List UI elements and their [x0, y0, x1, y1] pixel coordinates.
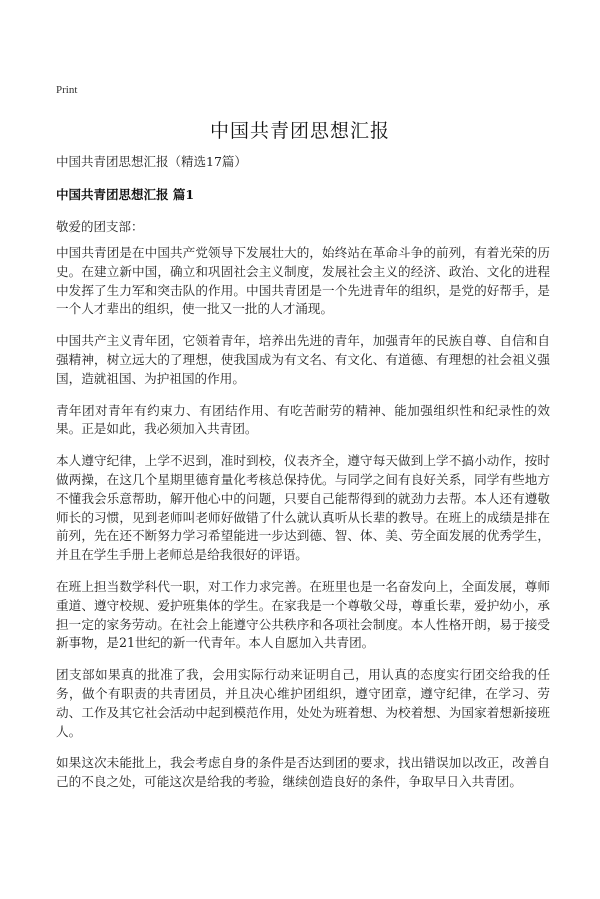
- paragraph-2: 中国共产主义青年团，它领着青年，培养出先进的青年，加强青年的民族自尊、自信和自强精神，树立远大的了理想，使我国成为有文名、有文化、有道德、有理想的社会祖义强国，造就祖国、为护祖国的作用。: [56, 333, 550, 386]
- paragraph-3: 青年团对青年有约束力、有团结作用、有吃苦耐劳的精神、能加强组织性和纪录性的效果。正是如此，我必须加入共青团。: [56, 402, 550, 437]
- paragraph-5: 在班上担当数学科代一职，对工作力求完善。在班里也是一名奋发向上，全面发展，尊师重道、遵守校规、爱护班集体的学生。在家我是一个尊敬父母，尊重长辈，爱护幼小，承担一定的家务劳动。在社会上能遵守公共秩序和各项社会制度。本人性格开朗，易于接受新事物，是21世纪的新一代青年。本人自愿加入共青团。: [56, 578, 550, 651]
- salutation: 敬爱的团支部：: [56, 219, 144, 234]
- print-label: Print: [56, 84, 78, 96]
- paragraph-6: 团支部如果真的批准了我，会用实际行动来证明自己，用认真的态度实行团交给我的任务，做个有职责的共青团员，并且决心维护团组织，遵守团章，遵守纪律，在学习、劳动、工作及其它社会活动中起到模范作用，处处为班着想、为校着想、为国家着想新接班人。: [56, 667, 550, 739]
- page-title: 中国共青团思想汇报: [209, 120, 390, 142]
- paragraph-7: 如果这次未能批上，我会考虑自身的条件是否达到团的要求，找出错误加以改正，改善自己的不良之处，可能这次是给我的考验，继续创造良好的条件，争取早日入共青团。: [56, 755, 550, 790]
- section-heading: 中国共青团思想汇报 篇1: [56, 187, 195, 202]
- paragraph-1: 中国共青团是在中国共产党领导下发展壮大的，始终站在革命斗争的前列，有着光荣的历史。在建立新中国，确立和巩固社会主义制度，发展社会主义的经济、政治、文化的进程中发挥了生力军和突击队的作用。中国共青团是一个先进青年的组织，是党的好帮手，是一个人才辈出的组织，使一批又一批的人才涌现。: [56, 245, 550, 317]
- document-subtitle: 中国共青团思想汇报（精选17篇）: [56, 154, 247, 169]
- document-body: [56, 244, 550, 805]
- paragraph-4: 本人遵守纪律，上学不迟到，准时到校，仪表齐全，遵守每天做到上学不搞小动作，按时做两操，在这几个星期里德育量化考核总保持优。与同学之间有良好关系，同学有些地方不懂我会乐意帮助，解开他心中的问题，只要自己能帮得到的就劲力去帮。本人还有遵敬师长的习惯，见到老师叫老师好做错了什么就认真听从长辈的教导。在班上的成绩是排在前列，先在还不断努力学习希望能进一步达到德、智、体、美、劳全面发展的优秀学生，并且在学生手册上老师总是给我很好的评语。: [56, 453, 550, 563]
